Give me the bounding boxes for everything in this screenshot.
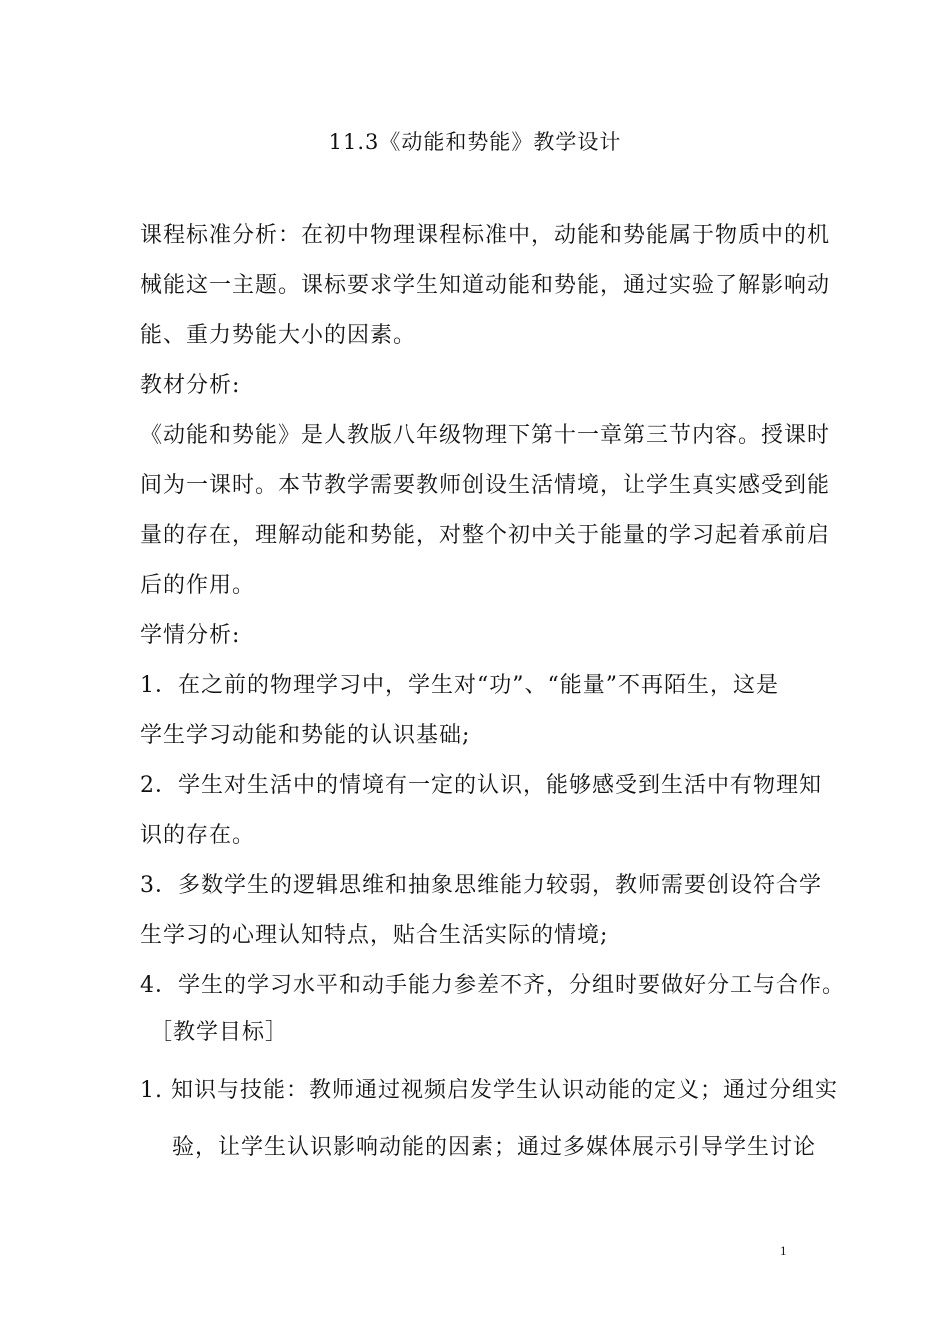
paragraph-line: 后的作用。 bbox=[140, 573, 256, 598]
paragraph-line: 量的存在，理解动能和势能，对整个初中关于能量的学习起着承前启 bbox=[140, 523, 831, 548]
paragraph-line: 《动能和势能》是人教版八年级物理下第十一章第三节内容。授课时 bbox=[140, 423, 831, 448]
list-item: 1．在之前的物理学习中，学生对“功”、“能量”不再陌生，这是 bbox=[140, 673, 779, 698]
page-number: 1 bbox=[780, 1243, 787, 1258]
section-heading: 教材分析: bbox=[140, 373, 241, 398]
paragraph-line: 械能这一主题。课标要求学生知道动能和势能，通过实验了解影响动 bbox=[140, 273, 831, 298]
list-item: 4．学生的学习水平和动手能力参差不齐，分组时要做好分工与合作。 bbox=[140, 973, 845, 998]
section-heading: ［教学目标］ bbox=[150, 1020, 289, 1045]
list-item-continuation: 识的存在。 bbox=[140, 823, 256, 848]
paragraph-line: 间为一课时。本节教学需要教师创设生活情境，让学生真实感受到能 bbox=[140, 473, 831, 498]
list-item: 2．学生对生活中的情境有一定的认识，能够感受到生活中有物理知 bbox=[140, 773, 822, 798]
list-item: 1. 知识与技能：教师通过视频启发学生认识动能的定义；通过分组实 bbox=[140, 1078, 838, 1103]
paragraph-line: 课程标准分析：在初中物理课程标准中，动能和势能属于物质中的机 bbox=[140, 223, 831, 248]
paragraph-line: 能、重力势能大小的因素。 bbox=[140, 323, 417, 348]
section-heading: 学情分析: bbox=[140, 623, 241, 648]
list-item-continuation: 验，让学生认识影响动能的因素；通过多媒体展示引导学生讨论 bbox=[172, 1135, 817, 1160]
list-item-continuation: 学生学习动能和势能的认识基础; bbox=[140, 723, 471, 748]
list-item: 3．多数学生的逻辑思维和抽象思维能力较弱，教师需要创设符合学 bbox=[140, 873, 822, 898]
list-item-continuation: 生学习的心理认知特点，贴合生活实际的情境; bbox=[140, 923, 609, 948]
document-title: 11.3《动能和势能》教学设计 bbox=[328, 130, 622, 154]
